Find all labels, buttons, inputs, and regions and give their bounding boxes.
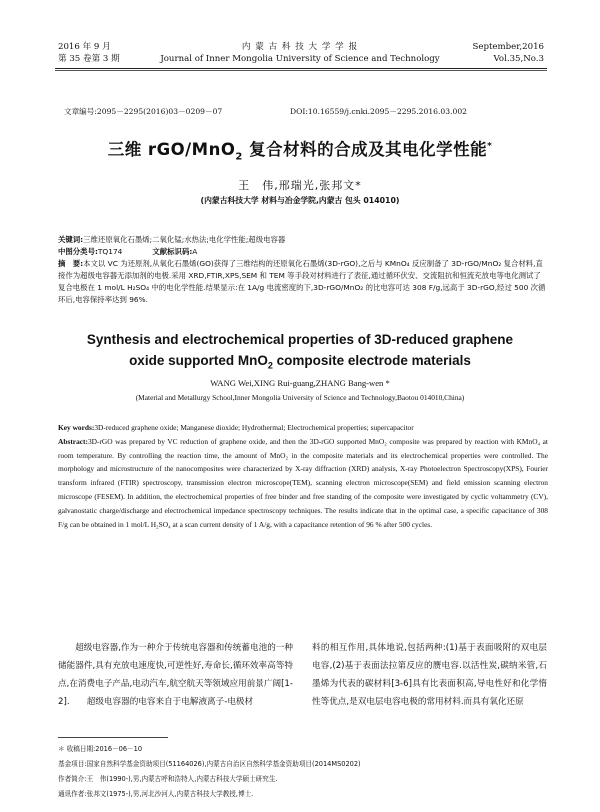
footnote-rule <box>58 737 168 738</box>
journal-date: 2016 年 9 月 <box>58 42 111 52</box>
body-column-left: 超级电容器,作为一种介于传统电容器和传统蓄电池的一种储能器件,具有充放电速度快,可逆性好,寿命长,循环效率高等特点,在消费电子产品,电动汽车,航空航天等领域应用前景广阔[1-2]. 超级电容器的电容来自于电解液离子-电极材 <box>58 643 293 707</box>
footnotes <box>58 742 548 802</box>
cn-classification: 中图分类号:TQ174 文献标识码:A <box>58 247 198 256</box>
journal-date-en: September,2016 <box>472 42 544 52</box>
en-keywords: Key words:3D-reduced graphene oxide; Manganese dioxide; Hydrothermal; Electrochemical properties; supercapacitor <box>58 423 414 432</box>
english-title: Synthesis and electrochemical properties of 3D-reduced graphene oxide supported MnO$_2$ composite electrode materials <box>86 332 514 371</box>
header-rule-thin <box>55 70 547 71</box>
article-number: 文章编号:2095－2295(2016)03－0209－07 <box>64 107 223 116</box>
cn-abstract-block <box>58 234 548 306</box>
journal-volume: 第 35 卷第 3 期 <box>58 54 120 64</box>
journal-name-en: Journal of Inner Mongolia University of Science and Technology <box>160 54 440 64</box>
header-rule-thick <box>55 68 547 69</box>
journal-name <box>160 41 440 65</box>
english-authors: WANG Wei,XING Rui-guang,ZHANG Bang-wen * <box>210 378 390 388</box>
en-abstract: Abstract:3D-rGO was prepared by VC reduction of graphene oxide, and then the 3D-rGO supported MnO₂ composite was prepared by reaction with KMnO₄ at room temperature. By controlling the reaction time, the amount of MnO₂ in the composite materials and its electrochemical properties were controlled. The morphology and microstructure of the nanocomposites were characterized by X-ray diffraction (XRD) analysis, X-ray Photoelectron Spectroscopy(XPS), Fourier transform infrared (FTIR) spectroscopy, transmission electron microscope(TEM), scanning electron microscope(SEM) and field emission scanning electron microscope (FESEM). In addition, the electrochemical properties of free binder and free standing of the composite were investigated by cyclic voltammetry (CV), galvanostatic charge/discharge and electrochemical impedance spectroscopy techniques. The results indicate that in the optimal case, a specific capacitance of 308 F/g can be obtained in 1 mol/L H₂SO₄ at a scan current density of 1 A/g, with a capacitance retention of 96 % after 500 cycles. <box>58 436 548 529</box>
cn-abstract: 摘 要:本文以 VC 为还原剂,从氧化石墨烯(GO)获得了三维结构的还原氧化石墨烯(3D-rGO),之后与 KMnO₄ 反应制备了 3D-rGO/MnO₂ 复合材料,直接作为超级电容器无添加剂的电极.采用 XRD,FTIR,XPS,SEM 和 TEM 等手段对材料进行了表征,通过循环伏安、交流阻抗和恒流充放电等电化测试了复合电极在 1 mol/L H₂SO₄ 中的电化学性能.结果显示:在 1A/g 电流密度的下,3D-rGO/MnO₂ 的比电容可达 308 F/g,远高于 3D-rGO,经过 500 次循环后,电容保持率达到 96%. <box>58 259 546 304</box>
cn-keywords: 关键词:三维还原氧化石墨烯;二氧化锰;水热法;电化学性能;超级电容器 <box>58 235 286 244</box>
doi: DOI:10.16559/j.cnki.2095－2295.2016.03.002 <box>290 107 467 116</box>
page-title: 三维 rGO/MnO$_2$ 复合材料的合成及其电化学性能* <box>107 140 493 163</box>
footnote-corresponding: 通讯作者:张邦文(1975-),男,河北沙河人,内蒙古科技大学教授,博士. <box>58 790 254 798</box>
journal-volume-en: Vol.35,No.3 <box>493 54 544 64</box>
footnote-fund: 基金项目:国家自然科学基金资助项目(51164026),内蒙古自治区自然科学基金资助项目(2014MS0202) <box>58 760 361 768</box>
footnote-first-author: 作者简介:王 伟(1990-),男,内蒙古呼和浩特人,内蒙古科技大学硕士研究生. <box>58 775 278 783</box>
journal-date-issue-en <box>420 41 544 65</box>
english-affiliation: (Material and Metallurgy School,Inner Mongolia University of Science and Technology,Baotou 014010,China) <box>135 393 465 402</box>
body-column-right: 料的相互作用,具体地说,包括两种:(1)基于表面吸附的双电层电容,(2)基于表面法拉第反应的赝电容.以活性炭,碳纳米管,石墨烯为代表的碳材料[3-6]具有比表面积高,导电性好和化学惰性等优点,是双电层电容电极的常用材料.而具有氧化还原 <box>312 643 547 707</box>
footnote-received: ＊ 收稿日期:2016－06－10 <box>58 745 143 753</box>
journal-name-cn: 内 蒙 古 科 技 大 学 学 报 <box>241 42 359 52</box>
affiliation: (内蒙古科技大学 材料与冶金学院,内蒙古 包头 014010) <box>200 196 400 205</box>
en-abstract-block <box>58 421 548 531</box>
authors: 王 伟,邢瑞光,张邦文* <box>238 179 362 192</box>
